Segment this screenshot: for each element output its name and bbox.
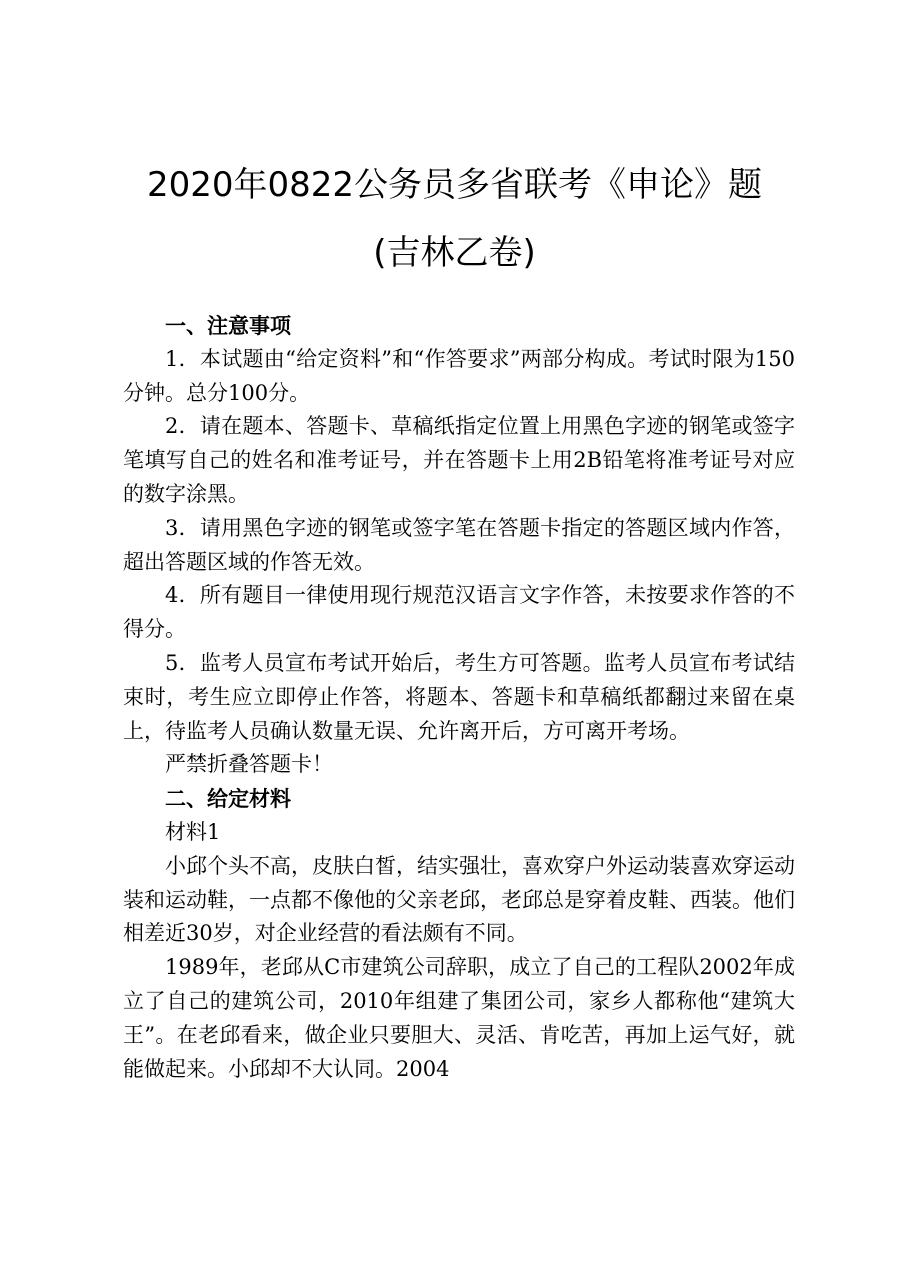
notice-item: 2．请在题本、答题卡、草稿纸指定位置上用黑色字迹的钢笔或签字笔填写自己的姓名和准考证号，并在答题卡上用2B铅笔将准考证号对应的数字涂黑。 (123, 414, 795, 506)
section-heading-materials: 二、给定材料 (165, 786, 291, 812)
notice-warning: 严禁折叠答题卡！ (165, 752, 333, 777)
notice-item: 4．所有题目一律使用现行规范汉语言文字作答，未按要求作答的不得分。 (123, 583, 795, 642)
material-paragraph: 小邱个头不高，皮肤白皙，结实强壮，喜欢穿户外运动装喜欢穿运动装和运动鞋，一点都不像他的父亲老邱，老邱总是穿着皮鞋、西装。他们相差近30岁，对企业经营的看法颇有不同。 (123, 853, 795, 946)
notice-item: 5．监考人员宣布考试开始后，考生方可答题。监考人员宣布考试结束时，考生应立即停止作答，将题本、答题卡和草稿纸都翻过来留在桌上，待监考人员确认数量无误、允许离开后，方可离开考场。 (123, 650, 795, 743)
notice-item: 1．本试题由“给定资料”和“作答要求”两部分构成。考试时限为150分钟。总分100分。 (123, 346, 795, 405)
document-subtitle: (吉林乙卷) (373, 233, 536, 273)
section-heading-notice: 一、注意事项 (165, 313, 291, 338)
notice-item: 3．请用黑色字迹的钢笔或签字笔在答题卡指定的答题区域内作答，超出答题区域的作答无效。 (123, 515, 795, 574)
material-label: 材料1 (165, 819, 221, 844)
document-title: 2020年0822公务员多省联考《申论》题 (146, 165, 763, 205)
document-body (123, 309, 795, 1086)
material-paragraph: 1989年，老邱从C市建筑公司辞职，成立了自己的工程队2002年成立了自己的建筑公司，2010年组建了集团公司，家乡人都称他“建筑大王”。在老邱看来，做企业只要胆大、灵活、肯吃苦，再加上运气好，就能做起来。小邱却不大认同。2004 (123, 955, 795, 1081)
